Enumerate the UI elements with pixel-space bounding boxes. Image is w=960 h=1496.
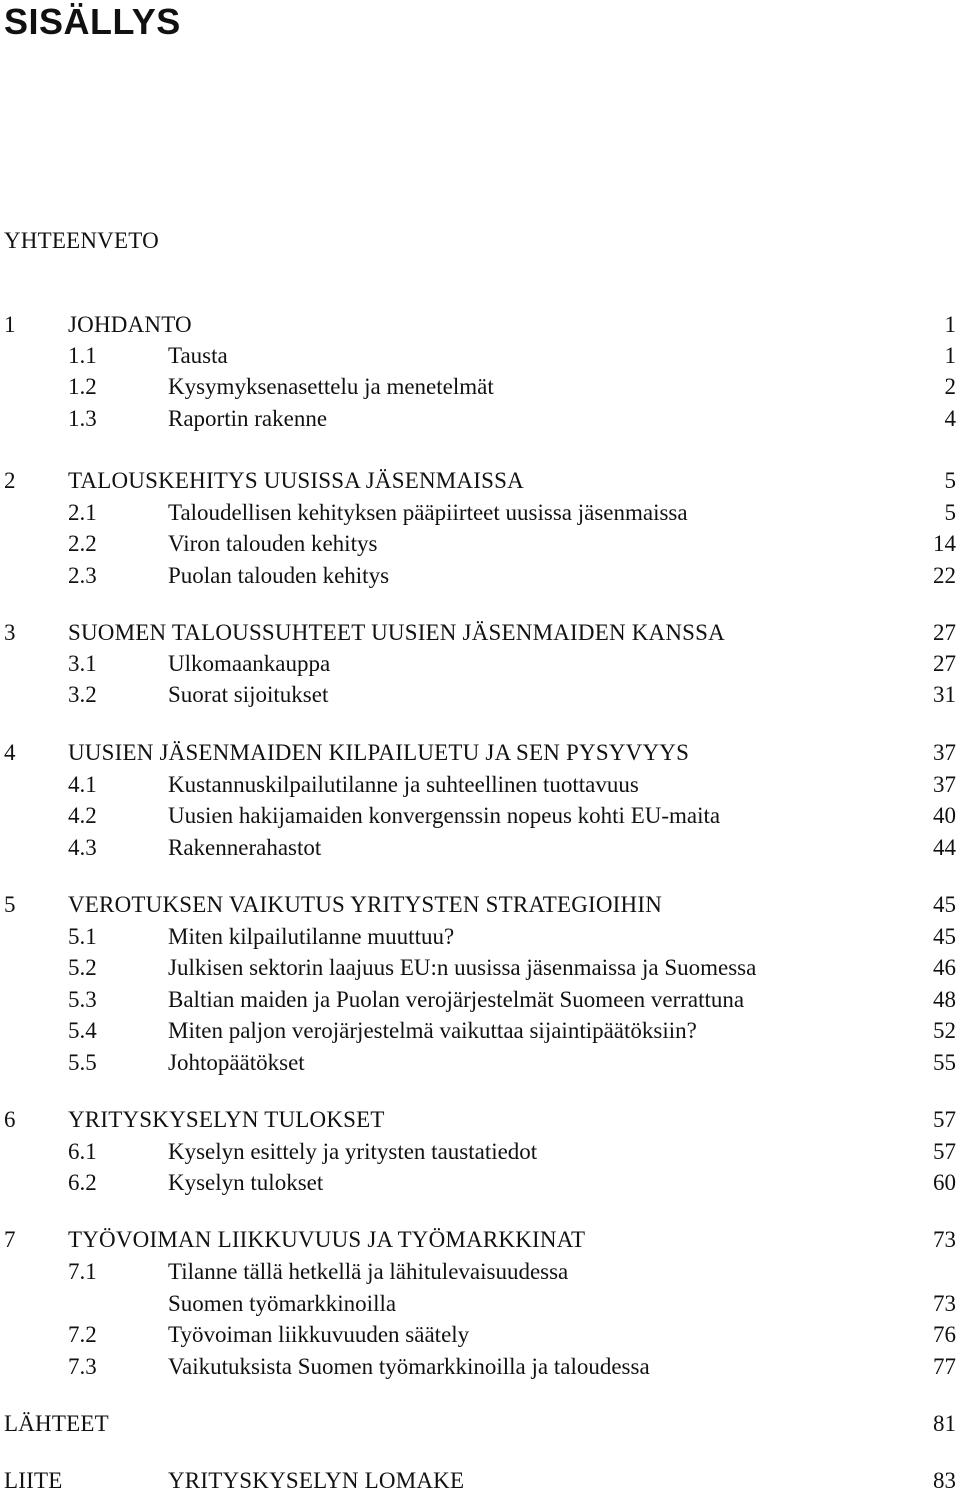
toc-number: 4.2 [68,803,97,828]
toc-title: Tilanne tällä hetkellä ja lähitulevaisuudessa [168,1259,569,1284]
toc-title: Kustannuskilpailutilanne ja suhteellinen tuottavuus [168,772,639,797]
toc-page: 48 [933,987,956,1012]
toc-title: TALOUSKEHITYS UUSISSA JÄSENMAISSA [68,468,524,493]
toc-number: 4.1 [68,772,97,797]
toc-section-5[interactable] [0,890,960,920]
toc-number: 6 [4,1107,16,1132]
toc-number: 4 [4,740,16,765]
toc-title: YRITYSKYSELYN LOMAKE [168,1468,465,1493]
toc-page: 4 [944,406,956,431]
toc-references[interactable] [0,1409,960,1439]
toc-page: 46 [933,955,956,980]
toc-page: 60 [933,1170,956,1195]
toc-page: 81 [933,1411,956,1436]
toc-title: Kyselyn esittely ja yritysten taustatiedot [168,1139,538,1164]
toc-title: LÄHTEET [4,1411,109,1436]
toc-number: 5.2 [68,955,97,980]
toc-subsection-4-2[interactable] [0,801,960,831]
toc-title: Miten paljon verojärjestelmä vaikuttaa sijaintipäätöksiin? [168,1018,697,1043]
toc-subsection-2-1[interactable] [0,498,960,528]
toc-subsection-6-1[interactable] [0,1137,960,1167]
toc-title: Tausta [168,343,228,368]
toc-number: 1 [4,312,16,337]
toc-page: 77 [933,1354,956,1379]
toc-title: Miten kilpailutilanne muuttuu? [168,924,455,949]
toc-subsection-7-3[interactable] [0,1352,960,1382]
toc-page: 1 [944,343,956,368]
toc-title: SUOMEN TALOUSSUHTEET UUSIEN JÄSENMAIDEN KANSSA [68,620,725,645]
toc-title-continued: Suomen työmarkkinoilla [168,1291,397,1316]
toc-title: Työvoiman liikkuvuuden säätely [168,1322,470,1347]
toc-page: 31 [933,682,956,707]
toc-page: 1 [944,312,956,337]
toc-page: 2 [944,374,956,399]
toc-appendix[interactable] [0,1466,960,1496]
toc-title: JOHDANTO [68,312,192,337]
toc-title: VEROTUKSEN VAIKUTUS YRITYSTEN STRATEGIOIHIN [68,892,663,917]
toc-subsection-1-1[interactable] [0,341,960,371]
toc-subsection-3-1[interactable] [0,649,960,679]
toc-summary-label: YHTEENVETO [4,228,159,253]
toc-number: 7.3 [68,1354,97,1379]
toc-title: Vaikutuksista Suomen työmarkkinoilla ja taloudessa [168,1354,650,1379]
toc-page: 5 [944,468,956,493]
toc-subsection-5-3[interactable] [0,985,960,1015]
toc-number: 6.1 [68,1139,97,1164]
toc-number: 3 [4,620,16,645]
toc-number: 5.5 [68,1050,97,1075]
toc-subsection-1-3[interactable] [0,404,960,434]
toc-number: 2 [4,468,16,493]
toc-title: Johtopäätökset [168,1050,305,1075]
toc-subsection-4-1[interactable] [0,770,960,800]
toc-subsection-7-2[interactable] [0,1320,960,1350]
toc-subsection-4-3[interactable] [0,833,960,863]
toc-page: 40 [933,803,956,828]
toc-subsection-5-4[interactable] [0,1016,960,1046]
toc-title: UUSIEN JÄSENMAIDEN KILPAILUETU JA SEN PYSYVYYS [68,740,690,765]
toc-number: 3.1 [68,651,97,676]
toc-subsection-1-2[interactable] [0,372,960,402]
toc-page: 37 [933,740,956,765]
toc-title: Viron talouden kehitys [168,531,378,556]
toc-title: Kysymyksenasettelu ja menetelmät [168,374,494,399]
toc-page: 14 [933,531,956,556]
toc-section-4[interactable] [0,738,960,768]
toc-title: Suorat sijoitukset [168,682,329,707]
toc-page: 52 [933,1018,956,1043]
toc-number: LIITE [4,1468,63,1493]
toc-title: Puolan talouden kehitys [168,563,390,588]
toc-title: Kyselyn tulokset [168,1170,324,1195]
toc-number: 2.1 [68,500,97,525]
toc-summary[interactable] [0,226,960,256]
toc-number: 5.4 [68,1018,97,1043]
toc-page: 76 [933,1322,956,1347]
toc-page: 57 [933,1107,956,1132]
toc-section-3[interactable] [0,618,960,648]
toc-page: 44 [933,835,956,860]
toc-title: TYÖVOIMAN LIIKKUVUUS JA TYÖMARKKINAT [68,1227,586,1252]
toc-subsection-2-2[interactable] [0,529,960,559]
toc-section-1[interactable] [0,310,960,340]
toc-page: 57 [933,1139,956,1164]
toc-number: 1.1 [68,343,97,368]
toc-page: 5 [944,500,956,525]
toc-page: 45 [933,924,956,949]
toc-subsection-2-3[interactable] [0,561,960,591]
toc-title: Rakennerahastot [168,835,322,860]
toc-number: 3.2 [68,682,97,707]
toc-number: 1.3 [68,406,97,431]
toc-number: 7 [4,1227,16,1252]
toc-page: 27 [933,651,956,676]
toc-number: 4.3 [68,835,97,860]
toc-subsection-7-1-continued[interactable] [0,1289,960,1319]
toc-section-6[interactable] [0,1105,960,1135]
toc-title: Ulkomaankauppa [168,651,331,676]
toc-title: YRITYSKYSELYN TULOKSET [68,1107,385,1132]
toc-page: 45 [933,892,956,917]
toc-page: 73 [933,1227,956,1252]
toc-section-7[interactable] [0,1225,960,1255]
toc-section-2[interactable] [0,466,960,496]
toc-number: 5 [4,892,16,917]
toc-subsection-6-2[interactable] [0,1168,960,1198]
toc-number: 1.2 [68,374,97,399]
toc-title: Raportin rakenne [168,406,328,431]
toc-subsection-7-1[interactable] [0,1257,960,1287]
toc-subsection-3-2[interactable] [0,680,960,710]
toc-page: 27 [933,620,956,645]
toc-number: 7.1 [68,1259,97,1284]
toc-page: 37 [933,772,956,797]
toc-number: 5.3 [68,987,97,1012]
toc-number: 2.2 [68,531,97,556]
toc-subsection-5-2[interactable] [0,953,960,983]
toc-page: 73 [933,1291,956,1316]
toc-title: Uusien hakijamaiden konvergenssin nopeus kohti EU-maita [168,803,721,828]
toc-title: Baltian maiden ja Puolan verojärjestelmät Suomeen verrattuna [168,987,745,1012]
toc-number: 5.1 [68,924,97,949]
toc-page: 22 [933,563,956,588]
toc-title: Taloudellisen kehityksen pääpiirteet uusissa jäsenmaissa [168,500,688,525]
toc-page: 55 [933,1050,956,1075]
toc-subsection-5-5[interactable] [0,1048,960,1078]
toc-title: Julkisen sektorin laajuus EU:n uusissa jäsenmaissa ja Suomessa [168,955,757,980]
page-title: SISÄLLYS [4,1,181,42]
toc-number: 7.2 [68,1322,97,1347]
toc-number: 6.2 [68,1170,97,1195]
toc-page: 83 [933,1468,956,1493]
toc-subsection-5-1[interactable] [0,922,960,952]
toc-number: 2.3 [68,563,97,588]
